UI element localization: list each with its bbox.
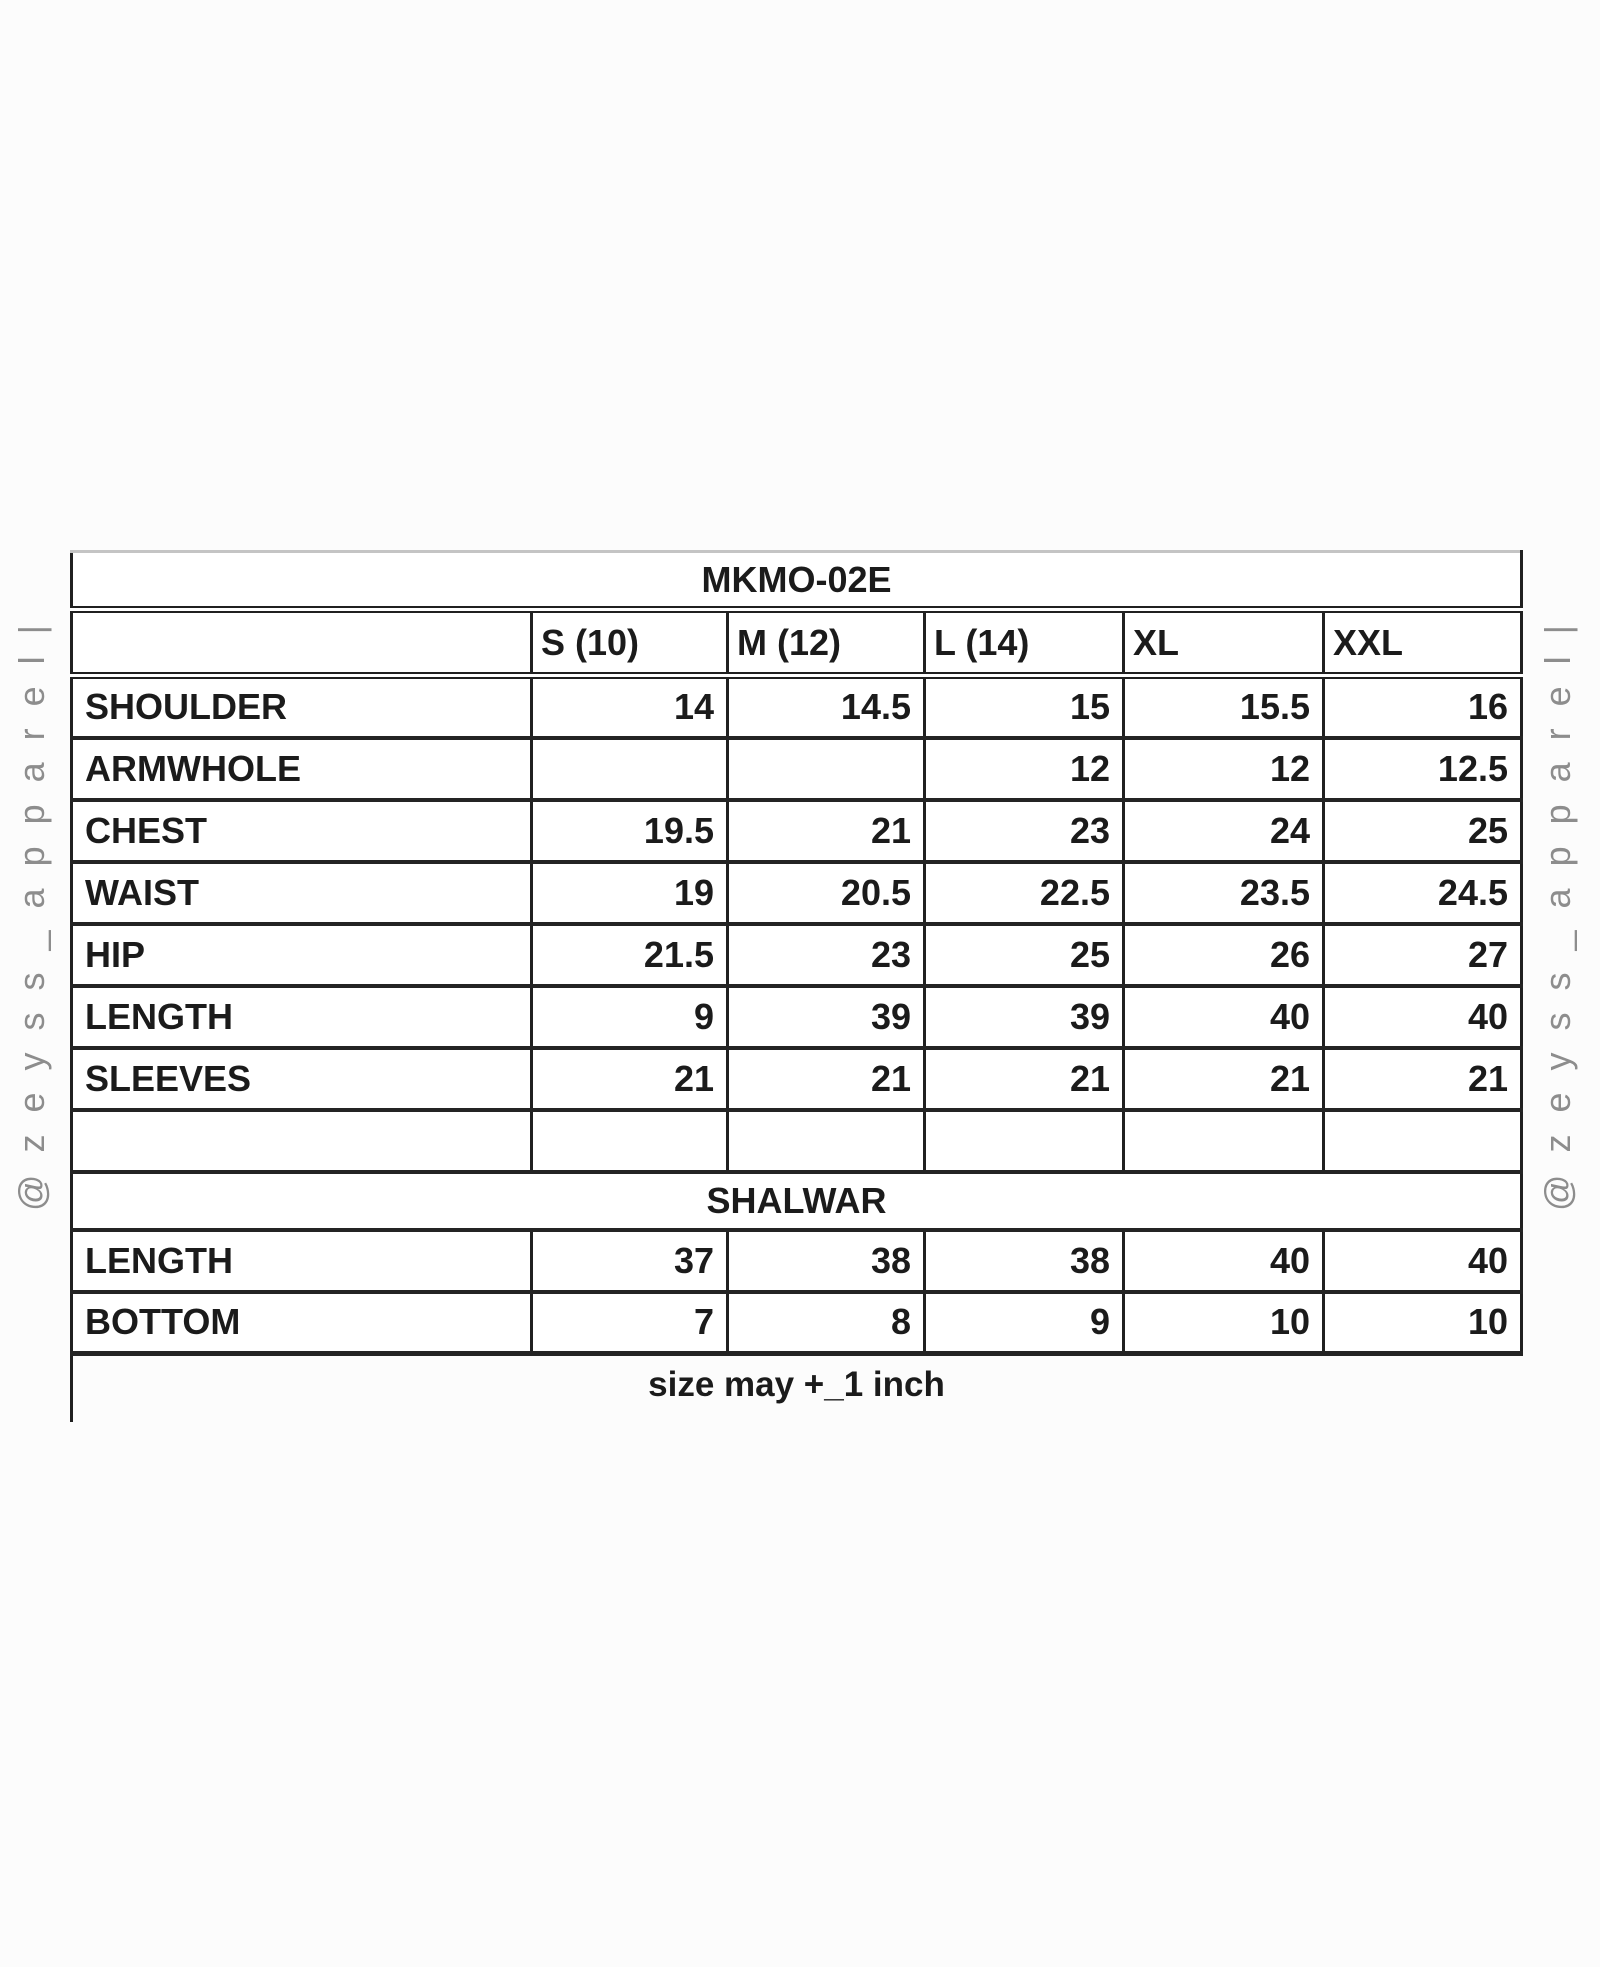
measurement-value: 39 xyxy=(925,986,1124,1048)
empty-cell xyxy=(728,1110,925,1172)
measurement-value: 24.5 xyxy=(1324,862,1522,924)
measurement-value: 25 xyxy=(1324,800,1522,862)
measurement-row-shoulder xyxy=(72,676,1522,738)
measurement-value: 37 xyxy=(532,1230,728,1292)
size-header-4: XL xyxy=(1124,610,1324,676)
empty-cell xyxy=(72,1110,532,1172)
size-header-1: S (10) xyxy=(532,610,728,676)
measurement-row-bottom xyxy=(72,1292,1522,1354)
measurement-value: 19 xyxy=(532,862,728,924)
measurement-row-length xyxy=(72,1230,1522,1292)
measurement-value: 12 xyxy=(1124,738,1324,800)
measurement-value: 40 xyxy=(1324,1230,1522,1292)
measurement-value: 22.5 xyxy=(925,862,1124,924)
size-header-2: M (12) xyxy=(728,610,925,676)
measurement-value: 39 xyxy=(728,986,925,1048)
measurement-value: 23 xyxy=(925,800,1124,862)
measurement-value: 12 xyxy=(925,738,1124,800)
row-label: CHEST xyxy=(72,800,532,862)
measurement-row-armwhole xyxy=(72,738,1522,800)
row-label: LENGTH xyxy=(72,1230,532,1292)
measurement-value: 25 xyxy=(925,924,1124,986)
measurement-row-length xyxy=(72,986,1522,1048)
measurement-value: 21 xyxy=(1324,1048,1522,1110)
measurement-value: 9 xyxy=(532,986,728,1048)
measurement-row-hip xyxy=(72,924,1522,986)
measurement-value: 21 xyxy=(532,1048,728,1110)
section-row xyxy=(72,1172,1522,1230)
measurement-value: 16 xyxy=(1324,676,1522,738)
row-label: HIP xyxy=(72,924,532,986)
measurement-value: 10 xyxy=(1124,1292,1324,1354)
size-header-3: L (14) xyxy=(925,610,1124,676)
empty-cell xyxy=(1324,1110,1522,1172)
measurement-value: 21 xyxy=(925,1048,1124,1110)
title-row xyxy=(72,552,1522,610)
size-chart xyxy=(70,550,1520,1422)
measurement-value: 38 xyxy=(728,1230,925,1292)
measurement-value xyxy=(728,738,925,800)
row-label: WAIST xyxy=(72,862,532,924)
size-chart-table xyxy=(70,550,1523,1356)
measurement-value: 40 xyxy=(1124,986,1324,1048)
row-label: BOTTOM xyxy=(72,1292,532,1354)
measurement-value: 8 xyxy=(728,1292,925,1354)
measurement-value: 21.5 xyxy=(532,924,728,986)
watermark-right: @zeyss_apparel| xyxy=(1537,602,1578,1212)
measurement-value: 40 xyxy=(1124,1230,1324,1292)
measurement-row-chest xyxy=(72,800,1522,862)
measurement-row-waist xyxy=(72,862,1522,924)
measurement-value: 10 xyxy=(1324,1292,1522,1354)
measurement-value: 12.5 xyxy=(1324,738,1522,800)
measurement-value xyxy=(532,738,728,800)
measurement-value: 7 xyxy=(532,1292,728,1354)
row-label: SLEEVES xyxy=(72,1048,532,1110)
row-label: SHOULDER xyxy=(72,676,532,738)
measurement-value: 9 xyxy=(925,1292,1124,1354)
empty-cell xyxy=(1124,1110,1324,1172)
measurement-value: 19.5 xyxy=(532,800,728,862)
measurement-value: 27 xyxy=(1324,924,1522,986)
measurement-value: 14 xyxy=(532,676,728,738)
measurement-row-sleeves xyxy=(72,1048,1522,1110)
measurement-value: 15 xyxy=(925,676,1124,738)
empty-row xyxy=(72,1110,1522,1172)
footer-note: size may +_1 inch xyxy=(70,1356,1520,1422)
size-header-row xyxy=(72,610,1522,676)
measurement-value: 23 xyxy=(728,924,925,986)
measurement-value: 38 xyxy=(925,1230,1124,1292)
measurement-value: 21 xyxy=(728,800,925,862)
chart-title: MKMO-02E xyxy=(72,552,1522,610)
measurement-value: 40 xyxy=(1324,986,1522,1048)
watermark-left: @zeyss_apparel| xyxy=(11,602,52,1212)
section-header-shalwar: SHALWAR xyxy=(72,1172,1522,1230)
measurement-value: 21 xyxy=(1124,1048,1324,1110)
empty-cell xyxy=(532,1110,728,1172)
row-label: ARMWHOLE xyxy=(72,738,532,800)
measurement-value: 20.5 xyxy=(728,862,925,924)
measurement-value: 26 xyxy=(1124,924,1324,986)
measurement-value: 15.5 xyxy=(1124,676,1324,738)
measurement-value: 14.5 xyxy=(728,676,925,738)
empty-cell xyxy=(925,1110,1124,1172)
size-header-5: XXL xyxy=(1324,610,1522,676)
header-empty-cell xyxy=(72,610,532,676)
measurement-value: 24 xyxy=(1124,800,1324,862)
row-label: LENGTH xyxy=(72,986,532,1048)
measurement-value: 21 xyxy=(728,1048,925,1110)
measurement-value: 23.5 xyxy=(1124,862,1324,924)
